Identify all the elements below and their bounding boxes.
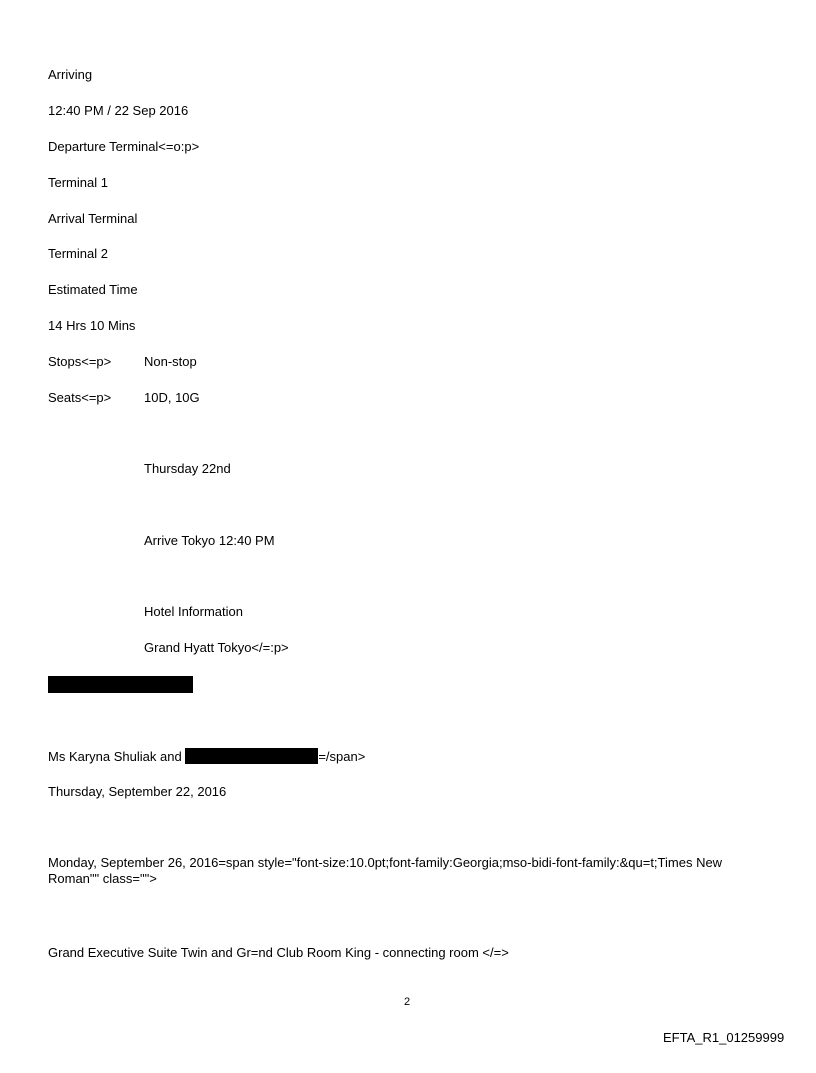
guest-name-redaction: [185, 748, 318, 764]
hotel-heading: Hotel Information: [144, 604, 243, 619]
check-out-date: Monday, September 26, 2016=span style="font-size:10.0pt;font-family:Georgia;mso-bidi-font-family:&qu=t;Times New Roman"" class="">: [48, 855, 723, 886]
arriving-value: 12:40 PM / 22 Sep 2016: [48, 103, 189, 118]
guests-line: [48, 748, 365, 765]
arrival-terminal-value: Terminal 2: [48, 246, 108, 261]
estimated-time-label: Estimated Time: [48, 282, 138, 297]
hotel-name: Grand Hyatt Tokyo</=:p>: [144, 640, 289, 655]
arrival-terminal-label: Arrival Terminal: [48, 211, 138, 226]
stops-label: Stops<=p>: [48, 354, 112, 369]
itinerary-arrival: Arrive Tokyo 12:40 PM: [144, 533, 275, 548]
stops-value: Non-stop: [144, 354, 197, 369]
guests-suffix: =/span>: [318, 749, 366, 764]
check-in-date: Thursday, September 22, 2016: [48, 784, 227, 799]
redaction-block: [48, 676, 193, 693]
departure-terminal-label: Departure Terminal<=o:p>: [48, 139, 200, 154]
seats-value: 10D, 10G: [144, 390, 200, 405]
room-type: Grand Executive Suite Twin and Gr=nd Club Room King - connecting room </=>: [48, 945, 509, 960]
page-number: 2: [404, 996, 411, 1008]
estimated-time-value: 14 Hrs 10 Mins: [48, 318, 136, 333]
guests-text: Ms Karyna Shuliak and: [48, 749, 182, 764]
departure-terminal-value: Terminal 1: [48, 175, 108, 190]
itinerary-day: Thursday 22nd: [144, 461, 231, 476]
seats-label: Seats<=p>: [48, 390, 112, 405]
arriving-label: Arriving: [48, 67, 93, 82]
document-id: EFTA_R1_01259999: [663, 1030, 785, 1045]
